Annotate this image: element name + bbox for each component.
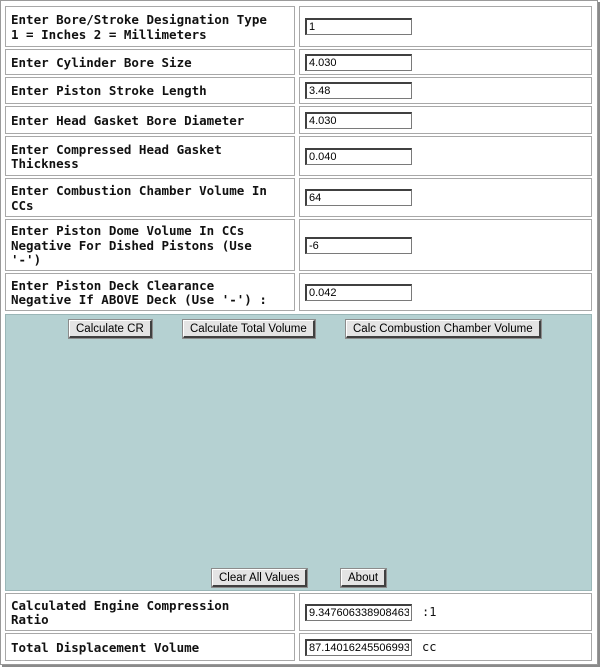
input-row-head-gasket-bore	[5, 106, 592, 134]
piston-dome-input[interactable]	[305, 237, 412, 254]
value-cell	[299, 178, 592, 217]
result-row-total-displacement	[5, 633, 592, 661]
value-cell	[299, 77, 592, 104]
calc-combustion-chamber-volume-button[interactable]: Calc Combustion Chamber Volume	[346, 320, 541, 338]
input-row-gasket-thickness	[5, 136, 592, 176]
about-button[interactable]: About	[341, 569, 386, 587]
input-row-piston-dome	[5, 219, 592, 271]
ratio-unit: :1	[422, 605, 437, 619]
input-row-piston-stroke	[5, 77, 592, 104]
value-cell	[299, 219, 592, 271]
cylinder-bore-input[interactable]	[305, 54, 412, 71]
label-bore-stroke-type: Enter Bore/Stroke Designation Type 1 = Inches 2 = Millimeters	[5, 6, 295, 47]
piston-stroke-input[interactable]	[305, 82, 412, 99]
gasket-thickness-input[interactable]	[305, 148, 412, 165]
result-row-compression-ratio	[5, 593, 592, 631]
bore-stroke-type-input[interactable]	[305, 18, 412, 35]
input-row-bore-stroke-type	[5, 6, 592, 47]
input-row-deck-clearance	[5, 273, 592, 311]
deck-clearance-input[interactable]	[305, 284, 412, 301]
label-deck-clearance: Enter Piston Deck Clearance Negative If ABOVE Deck (Use '-') :	[5, 273, 295, 311]
calculate-total-volume-button[interactable]: Calculate Total Volume	[183, 320, 315, 338]
label-piston-stroke: Enter Piston Stroke Length	[5, 77, 295, 104]
label-total-displacement: Total Displacement Volume	[5, 633, 295, 661]
label-combustion-chamber: Enter Combustion Chamber Volume In CCs	[5, 178, 295, 217]
value-cell	[299, 49, 592, 75]
button-panel	[5, 314, 592, 591]
combustion-chamber-input[interactable]	[305, 189, 412, 206]
value-cell	[299, 593, 592, 631]
value-cell	[299, 106, 592, 134]
label-piston-dome: Enter Piston Dome Volume In CCs Negative For Dished Pistons (Use '-')	[5, 219, 295, 271]
input-row-cylinder-bore	[5, 49, 592, 75]
head-gasket-bore-input[interactable]	[305, 112, 412, 129]
value-cell	[299, 6, 592, 47]
input-row-combustion-chamber	[5, 178, 592, 217]
value-cell	[299, 136, 592, 176]
label-head-gasket-bore: Enter Head Gasket Bore Diameter	[5, 106, 295, 134]
compression-ratio-output[interactable]	[305, 604, 412, 621]
total-displacement-output[interactable]	[305, 639, 412, 656]
label-gasket-thickness: Enter Compressed Head Gasket Thickness	[5, 136, 295, 176]
label-compression-ratio: Calculated Engine Compression Ratio	[5, 593, 295, 631]
calculate-cr-button[interactable]: Calculate CR	[69, 320, 152, 338]
clear-all-values-button[interactable]: Clear All Values	[212, 569, 307, 587]
label-cylinder-bore: Enter Cylinder Bore Size	[5, 49, 295, 75]
cc-unit: cc	[422, 640, 437, 654]
value-cell	[299, 633, 592, 661]
value-cell	[299, 273, 592, 311]
